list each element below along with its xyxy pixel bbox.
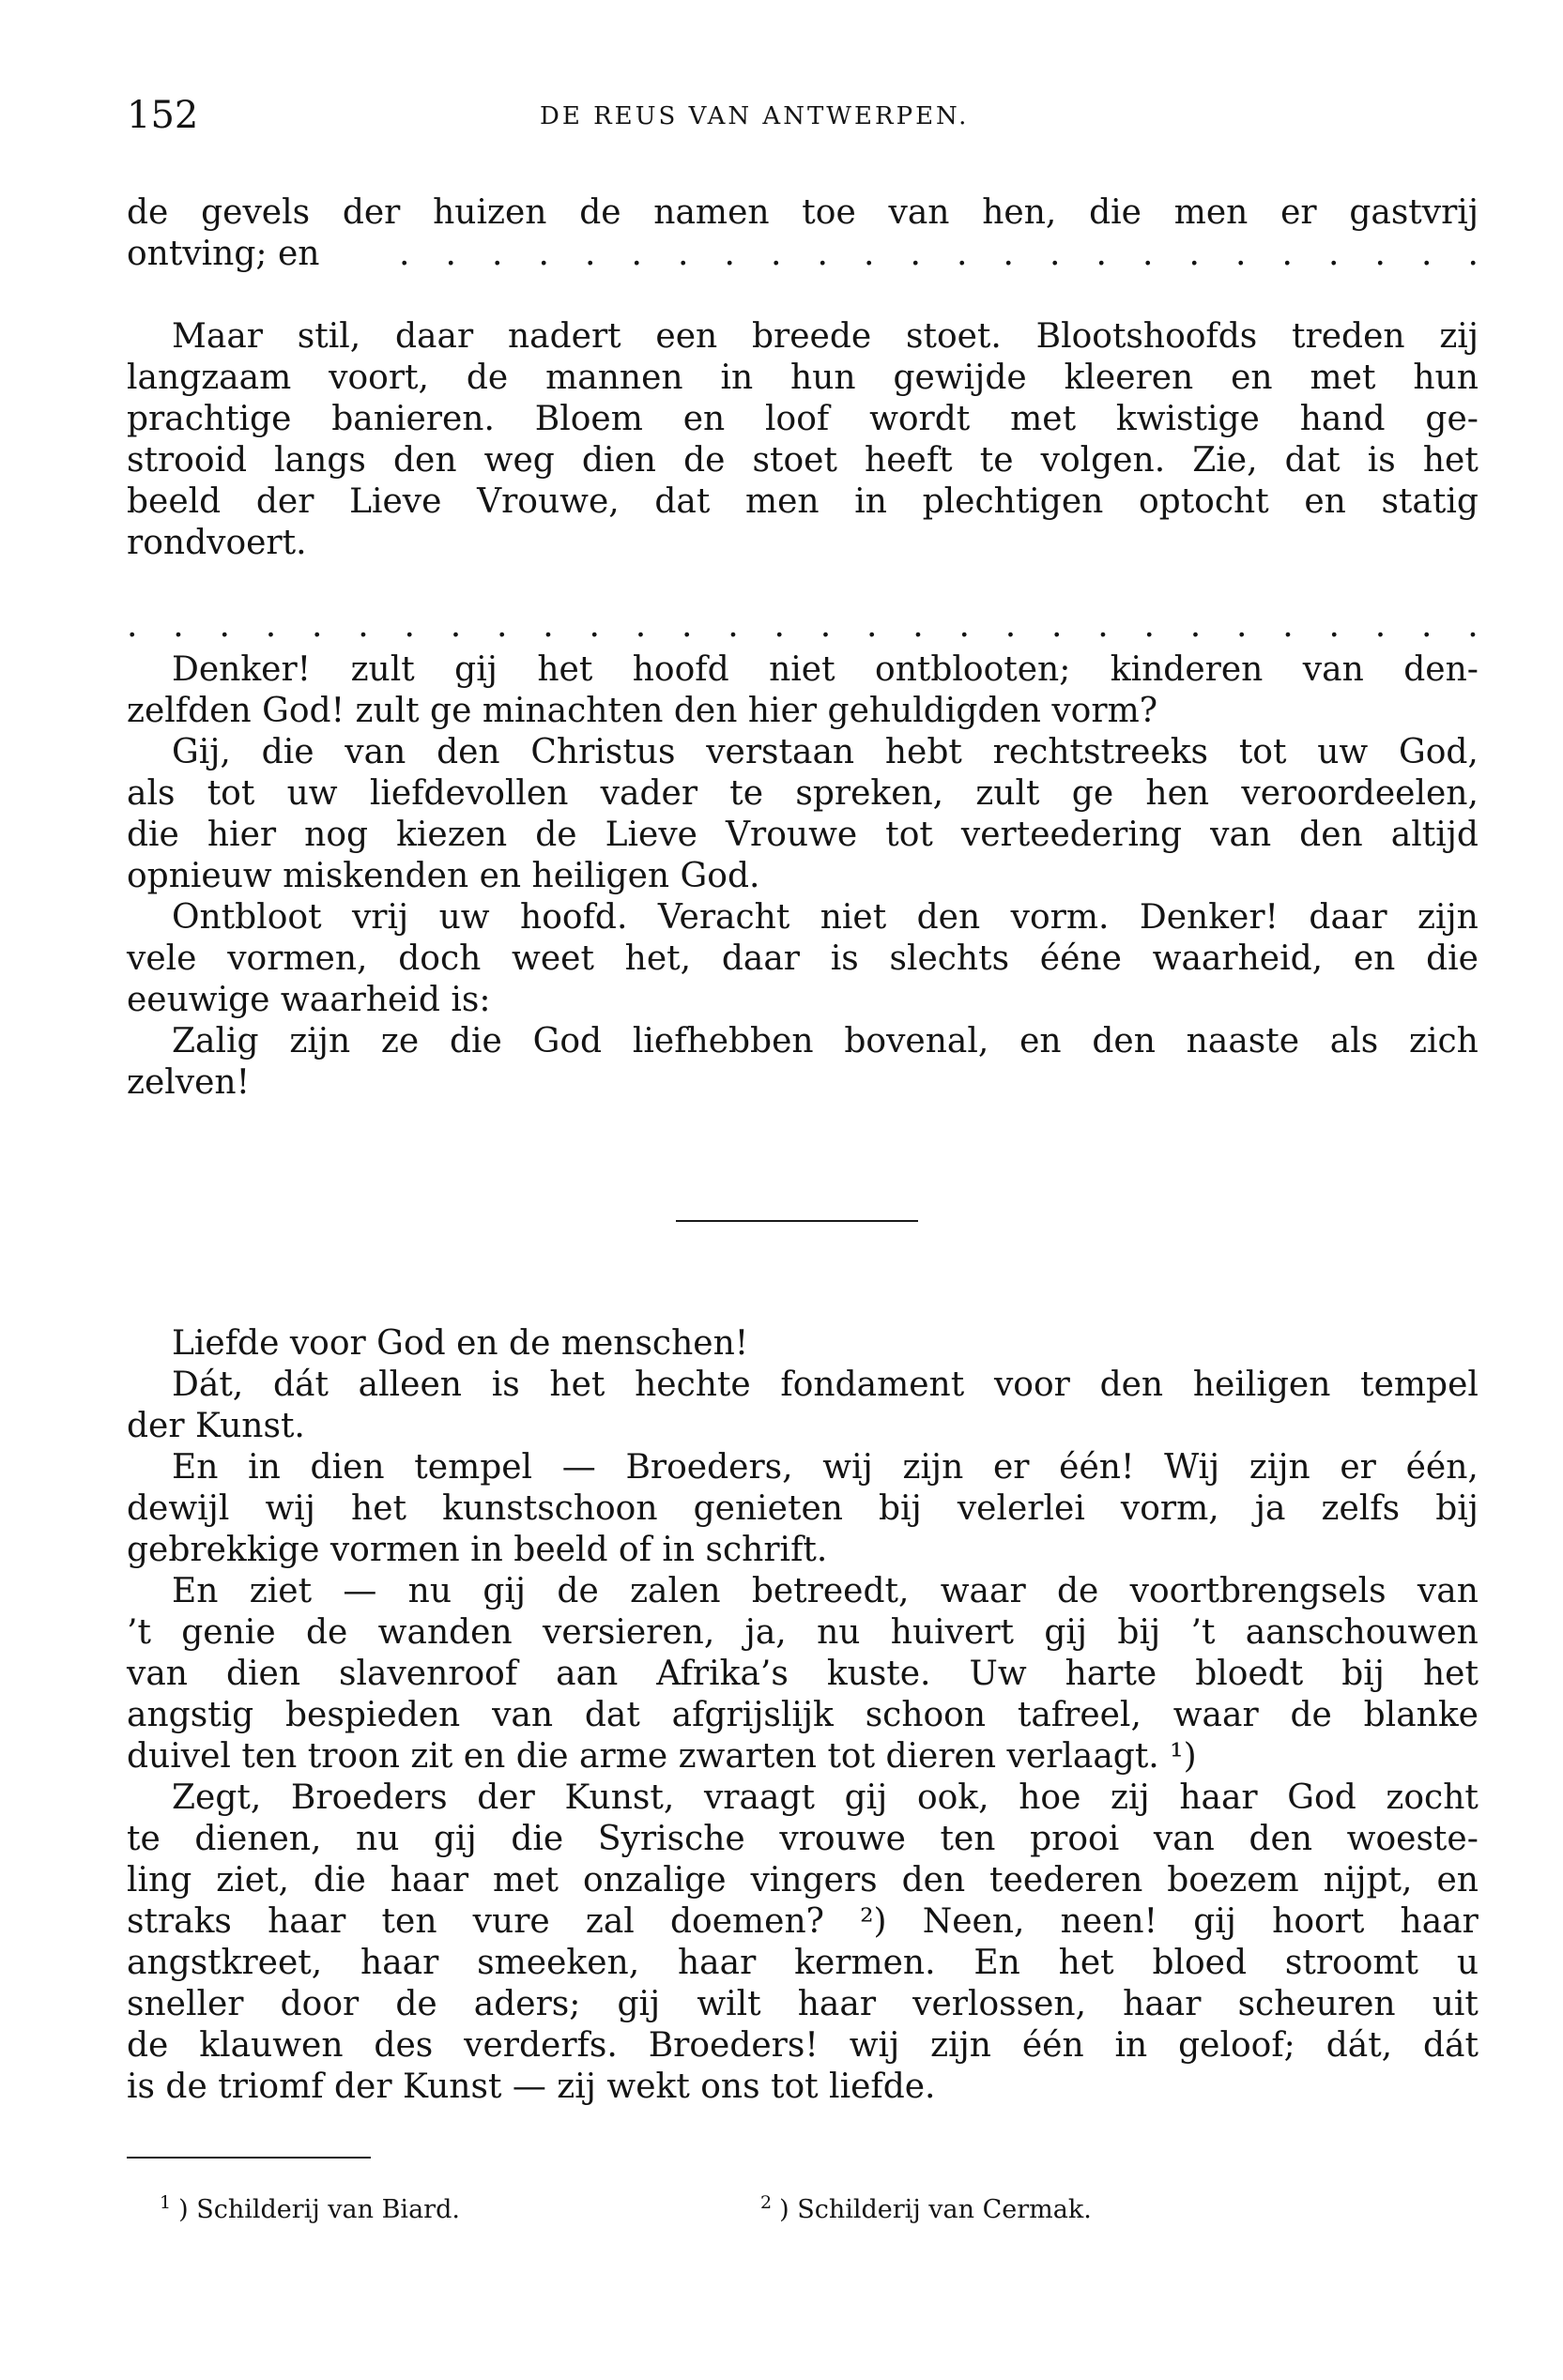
body-line: angstig bespieden van dat afgrijslijk schoon tafreel, waar de blanke (127, 1696, 1479, 1734)
footnote-2-paren: ) (779, 2195, 789, 2224)
running-head (127, 92, 1479, 139)
body-line: sneller door de aders; gij wilt haar verlossen, haar scheuren uit (127, 1985, 1479, 2023)
body-line: langzaam voort, de mannen in hun gewijde kleeren en met hun (127, 359, 1479, 397)
footnotes (160, 2182, 1474, 2223)
body-line: te dienen, nu gij die Syrische vrouwe ten prooi van den woeste- (127, 1820, 1479, 1858)
body-line: opnieuw miskenden en heiligen God. (127, 857, 760, 895)
footnote-2-marker: 2 (760, 2192, 773, 2213)
body-line: gebrekkige vormen in beeld of in schrift. (127, 1531, 828, 1569)
footnote-2 (760, 2182, 1092, 2231)
body-line: duivel ten troon zit en die arme zwarten tot dieren verlaagt. ¹) (127, 1737, 1197, 1776)
footnote-1-paren: ) (178, 2195, 189, 2224)
body-line: vele vormen, doch weet het, daar is slechts ééne waarheid, en die (127, 939, 1479, 978)
footnote-1-marker: 1 (160, 2192, 172, 2213)
body-line: strooid langs den weg dien de stoet heeft te volgen. Zie, dat is het (127, 441, 1479, 480)
body-line: die hier nog kiezen de Lieve Vrouwe tot verteedering van den altijd (127, 816, 1479, 854)
body-line: Maar stil, daar nadert een breede stoet. Blootshoofds treden zij (172, 317, 1479, 356)
footnote-1 (160, 2182, 460, 2231)
footnote-rule (127, 2157, 371, 2159)
body-line: ling ziet, die haar met onzalige vingers den teederen boezem nijpt, en (127, 1861, 1479, 1899)
body-line: der Kunst. (127, 1407, 305, 1445)
body-line: Zegt, Broeders der Kunst, vraagt gij ook, hoe zij haar God zocht (172, 1778, 1479, 1817)
body-line: als tot uw liefdevollen vader te spreken, zult ge hen veroordeelen, (127, 774, 1479, 813)
body-line: van dien slavenroof aan Afrika’s kuste. Uw harte bloedt bij het (127, 1655, 1479, 1693)
body-line: dewijl wij het kunstschoon genieten bij velerlei vorm, ja zelfs bij (127, 1489, 1479, 1528)
body-line: is de triomf der Kunst — zij wekt ons tot liefde. (127, 2067, 936, 2106)
body-line: Denker! zult gij het hoofd niet ontblooten; kinderen van den- (172, 650, 1479, 689)
body-line: Gij, die van den Christus verstaan hebt rechtstreeks tot uw God, (172, 733, 1479, 771)
body-line: angstkreet, haar smeeken, haar kermen. En het bloed stroomt u (127, 1944, 1479, 1982)
body-line: prachtige banieren. Bloem en loof wordt met kwistige hand ge- (127, 400, 1479, 438)
body-line-text: ontving; en (127, 235, 320, 273)
footnote-2-text: Schilderij van Cermak. (797, 2195, 1092, 2224)
running-title: DE REUS VAN ANTWERPEN. (540, 102, 970, 130)
body-line: Ontbloot vrij uw hoofd. Veracht niet den vorm. Denker! daar zijn (172, 898, 1479, 937)
body-line: beeld der Lieve Vrouwe, dat men in plechtigen optocht en statig (127, 482, 1479, 521)
body-line: Liefde voor God en de menschen! (172, 1324, 749, 1363)
section-divider (676, 1220, 918, 1222)
body-line: Dát, dát alleen is het hechte fondament voor den heiligen tempel (172, 1365, 1479, 1404)
body-line: eeuwige waarheid is: (127, 981, 491, 1019)
body-line: de klauwen des verderfs. Broeders! wij zijn één in geloof; dát, dát (127, 2026, 1479, 2065)
body-line: de gevels der huizen de namen toe van hen, die men er gastvrij (127, 193, 1479, 232)
body-line: ’t genie de wanden versieren, ja, nu huivert gij bij ’t aanschouwen (127, 1613, 1479, 1652)
page-number: 152 (127, 94, 199, 137)
ellipsis-dots: . . . . . . . . . . . . . . . . . . . . . . . . (399, 235, 1479, 273)
body-line: straks haar ten vure zal doemen? ²) Neen, neen! gij hoort haar (127, 1902, 1479, 1941)
body-line: rondvoert. (127, 524, 307, 562)
body-line: En in dien tempel — Broeders, wij zijn er één! Wij zijn er één, (172, 1448, 1479, 1487)
body-line: Zalig zijn ze die God liefhebben bovenal, en den naaste als zich (172, 1022, 1479, 1060)
footnote-1-text: Schilderij van Biard. (196, 2195, 460, 2224)
ellipsis-dots: . . . . . . . . . . . . . . . . . . . . . . . . . . . . . . (127, 606, 1479, 645)
body-line: En ziet — nu gij de zalen betreedt, waar de voortbrengsels van (172, 1572, 1479, 1610)
body-line: zelfden God! zult ge minachten den hier gehuldigden vorm? (127, 692, 1157, 730)
body-line: zelven! (127, 1063, 251, 1102)
